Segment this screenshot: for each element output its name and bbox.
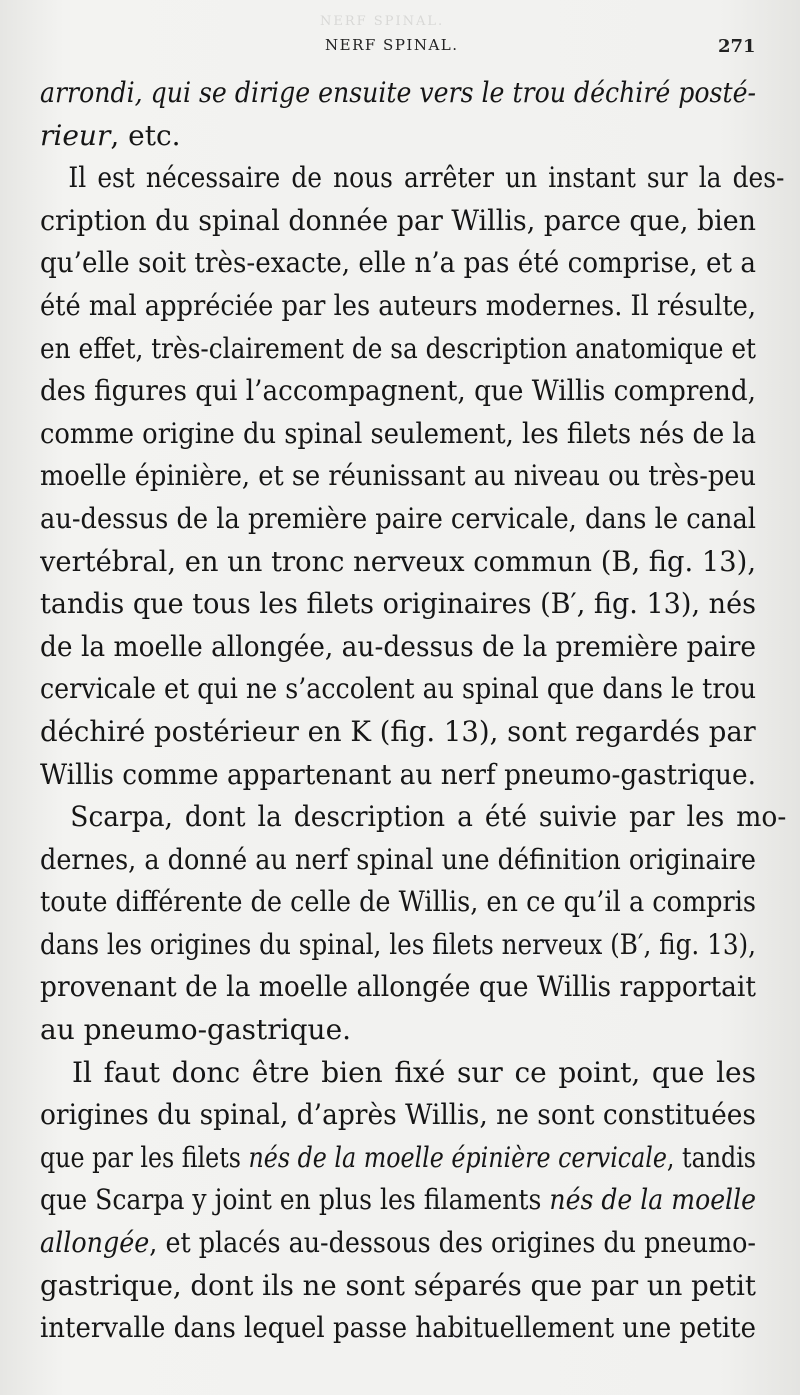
text-line	[40, 1052, 756, 1095]
text-line	[40, 115, 756, 158]
italic-text: arrondi, qui se dirige ensuite vers le trou déchiré posté-	[40, 76, 756, 109]
bleed-through-text: NERF SPINAL.	[320, 14, 445, 29]
text-segment: intervalle dans lequel passe habituellement une petite	[40, 1311, 756, 1345]
text-line	[40, 839, 756, 882]
text-line	[40, 966, 756, 1009]
running-title: NERF SPINAL.	[325, 36, 459, 54]
text-segment: , tandis	[666, 1140, 756, 1174]
text-segment: Il faut donc être bien fixé sur ce point, que les	[72, 1055, 756, 1089]
text-line	[40, 881, 756, 924]
text-line	[40, 924, 756, 967]
text-segment: dans les origines du spinal, les filets nerveux (B′, fig. 13),	[40, 927, 756, 961]
text-segment: que Scarpa y joint en plus les filaments	[40, 1183, 550, 1217]
text-segment: au-dessus de la première paire cervicale, dans le canal	[40, 501, 756, 535]
text-line	[40, 1009, 756, 1052]
text-segment: dernes, a donné au nerf spinal une définition originaire	[40, 842, 756, 876]
text-line	[40, 413, 756, 456]
text-line	[40, 1179, 756, 1222]
text-segment: cription du spinal donnée par Willis, parce que, bien	[40, 203, 756, 237]
text-line	[40, 1094, 756, 1137]
page-number: 271	[718, 36, 756, 57]
text-line	[40, 1265, 756, 1308]
text-line	[40, 583, 756, 626]
italic-text: nés de la moelle	[549, 1183, 756, 1217]
text-line	[40, 541, 756, 584]
text-segment: au pneumo-gastrique.	[40, 1013, 352, 1047]
text-line	[40, 1307, 756, 1350]
text-segment: comme origine du spinal seulement, les filets nés de la	[40, 416, 756, 450]
text-line	[40, 285, 756, 328]
text-line	[40, 754, 756, 797]
text-segment: déchiré postérieur en K (fig. 13), sont regardés par	[40, 714, 756, 748]
text-segment: tandis que tous les filets originaires (B′, fig. 13), nés	[40, 587, 756, 621]
text-line	[40, 370, 756, 413]
text-segment: toute différente de celle de Willis, en ce qu’il a compris	[40, 885, 756, 919]
text-line	[40, 668, 756, 711]
text-line	[40, 328, 756, 371]
body-text	[40, 72, 787, 1350]
text-segment: en effet, très-clairement de sa description anatomique et	[40, 331, 756, 365]
text-line	[40, 72, 756, 115]
italic-text: nés de la moelle épinière cervicale	[248, 1140, 667, 1174]
text-segment: origines du spinal, d’après Willis, ne sont constituées	[40, 1098, 756, 1132]
text-segment: des figures qui l’accompagnent, que Willis comprend,	[40, 374, 756, 408]
text-segment: provenant de la moelle allongée que Willis rapportait	[40, 970, 756, 1004]
text-line	[40, 1137, 756, 1180]
text-segment: de la moelle allongée, au-dessus de la première paire	[40, 629, 756, 663]
text-segment: été mal appréciée par les auteurs modernes. Il résulte,	[40, 288, 756, 322]
text-segment: qu’elle soit très-exacte, elle n’a pas été comprise, et a	[40, 246, 756, 280]
text-segment: que par les filets	[40, 1140, 249, 1174]
text-segment: , et placés au-dessous des origines du pneumo-	[149, 1226, 756, 1260]
text-line	[40, 626, 756, 669]
text-segment: Willis comme appartenant au nerf pneumo-gastrique.	[40, 757, 756, 791]
text-segment: vertébral, en un tronc nerveux commun (B, fig. 13),	[40, 544, 756, 578]
text-line	[40, 711, 756, 754]
text-segment: Il est nécessaire de nous arrêter un instant sur la des-	[68, 161, 785, 195]
text-segment: Scarpa, dont la description a été suivie par les mo-	[70, 800, 787, 834]
text-line	[40, 455, 756, 498]
text-line	[40, 242, 756, 285]
text-line	[40, 200, 756, 243]
text-segment: cervicale et qui ne s’accolent au spinal que dans le trou	[40, 672, 756, 706]
text-line	[40, 498, 756, 541]
text-line	[40, 796, 786, 839]
text-segment: , etc.	[110, 118, 181, 152]
text-line	[40, 1222, 756, 1265]
text-line	[40, 157, 784, 200]
running-head	[0, 36, 800, 60]
italic-text: allongée	[40, 1226, 150, 1260]
text-segment: moelle épinière, et se réunissant au niveau ou très-peu	[40, 459, 756, 493]
text-segment: gastrique, dont ils ne sont séparés que par un petit	[40, 1268, 756, 1302]
italic-text: rieur	[40, 118, 111, 152]
